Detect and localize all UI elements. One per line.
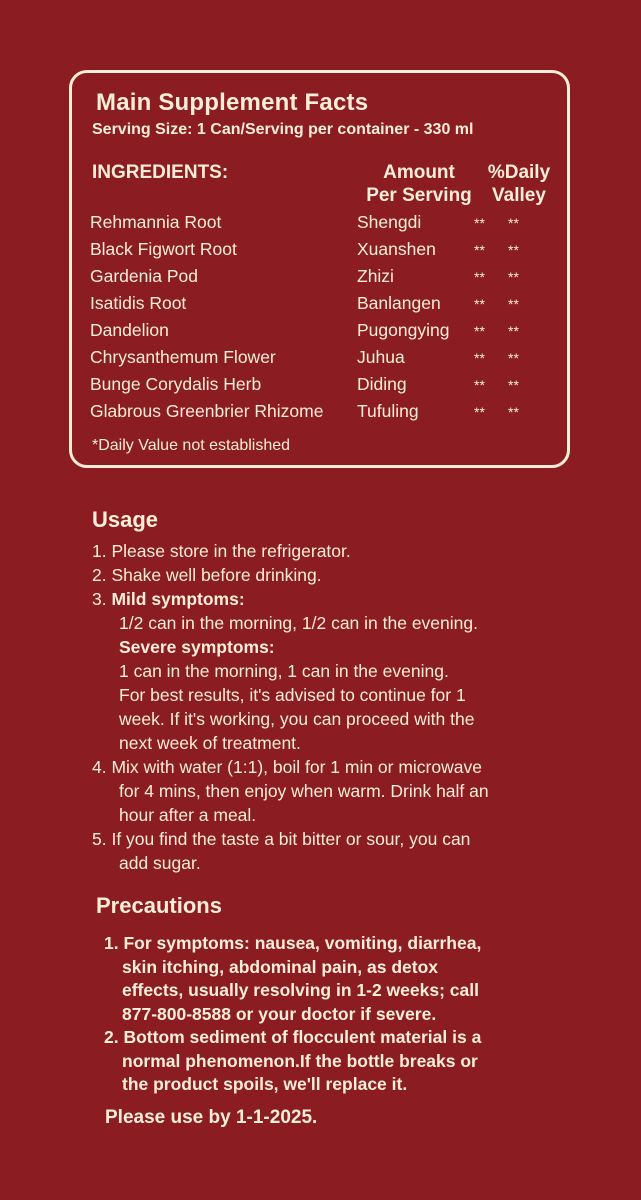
ingredient-name: Chrysanthemum Flower bbox=[90, 347, 276, 367]
ingredient-name: Dandelion bbox=[90, 320, 169, 340]
amount-header-line1: Amount bbox=[383, 162, 455, 183]
daily-value-footnote: *Daily Value not established bbox=[92, 437, 291, 454]
ingredient-rows bbox=[90, 212, 560, 428]
ingredient-dv: ** bbox=[508, 269, 519, 285]
precaution-1-line-1: 1. For symptoms: nausea, vomiting, diarrhea, bbox=[104, 933, 482, 953]
severe-symptoms-label: Severe symptoms: bbox=[119, 637, 275, 657]
usage-item-2: 2. Shake well before drinking. bbox=[92, 565, 322, 585]
precaution-1-line-4: 877-800-8588 or your doctor if severe. bbox=[122, 1003, 437, 1024]
precaution-1-line-2: skin itching, abdominal pain, as detox bbox=[122, 956, 439, 977]
ingredient-row bbox=[90, 347, 560, 374]
usage-item-5-line-2: add sugar. bbox=[119, 853, 201, 873]
supplement-facts-panel bbox=[69, 70, 570, 468]
usage-item-1: 1. Please store in the refrigerator. bbox=[92, 541, 351, 561]
ingredient-row bbox=[90, 401, 560, 428]
ingredient-dv: ** bbox=[508, 323, 519, 339]
ingredient-amount: Pugongying bbox=[357, 320, 450, 340]
ingredients-header: INGREDIENTS: bbox=[92, 162, 229, 183]
ingredient-dv: ** bbox=[474, 296, 485, 312]
ingredient-dv: ** bbox=[508, 350, 519, 366]
daily-value-header bbox=[486, 161, 552, 207]
ingredient-dv: ** bbox=[474, 377, 485, 393]
ingredient-name: Gardenia Pod bbox=[90, 266, 198, 286]
ingredient-amount: Xuanshen bbox=[357, 239, 436, 259]
ingredient-amount: Tufuling bbox=[357, 401, 419, 421]
usage-item-5-line-1: 5. If you find the taste a bit bitter or sour, you can bbox=[92, 829, 471, 849]
ingredient-row bbox=[90, 293, 560, 320]
facts-title: Main Supplement Facts bbox=[96, 89, 369, 116]
ingredient-dv: ** bbox=[508, 215, 519, 231]
mild-symptoms-text: 1/2 can in the morning, 1/2 can in the evening. bbox=[119, 613, 478, 633]
precautions-list bbox=[104, 932, 624, 1097]
ingredient-amount: Zhizi bbox=[357, 266, 394, 286]
mild-symptoms-label: Mild symptoms: bbox=[111, 589, 245, 609]
ingredient-dv: ** bbox=[474, 404, 485, 420]
ingredient-dv: ** bbox=[474, 350, 485, 366]
usage-item-4-line-3: hour after a meal. bbox=[119, 805, 257, 825]
ingredient-dv: ** bbox=[474, 323, 485, 339]
ingredient-amount: Banlangen bbox=[357, 293, 441, 313]
ingredient-row bbox=[90, 320, 560, 347]
usage-title: Usage bbox=[92, 507, 159, 532]
serving-size: Serving Size: 1 Can/Serving per container - 330 ml bbox=[92, 121, 474, 138]
precautions-title: Precautions bbox=[96, 893, 222, 918]
ingredient-dv: ** bbox=[508, 296, 519, 312]
ingredient-dv: ** bbox=[474, 269, 485, 285]
precaution-2-line-1: 2. Bottom sediment of flocculent material is a bbox=[104, 1027, 482, 1047]
precaution-2-line-3: the product spoils, we'll replace it. bbox=[122, 1074, 408, 1094]
ingredient-name: Glabrous Greenbrier Rhizome bbox=[90, 401, 324, 421]
ingredient-amount: Juhua bbox=[357, 347, 405, 367]
ingredient-row bbox=[90, 374, 560, 401]
usage-item-3 bbox=[92, 587, 622, 611]
ingredient-dv: ** bbox=[508, 377, 519, 393]
ingredient-row bbox=[90, 266, 560, 293]
ingredient-row bbox=[90, 239, 560, 266]
usage-item-3-number: 3. bbox=[92, 589, 112, 609]
amount-header-line2: Per Serving bbox=[366, 185, 472, 206]
daily-value-header-line1: %Daily bbox=[487, 162, 551, 183]
precaution-2-line-2: normal phenomenon.If the bottle breaks or bbox=[122, 1050, 478, 1071]
precaution-1-line-3: effects, usually resolving in 1-2 weeks; call bbox=[122, 980, 479, 1000]
ingredient-amount: Diding bbox=[357, 374, 407, 394]
ingredient-row bbox=[90, 212, 560, 239]
best-results-line-2: week. If it's working, you can proceed with the bbox=[119, 709, 475, 729]
severe-symptoms-text: 1 can in the morning, 1 can in the evening. bbox=[119, 661, 449, 681]
ingredient-name: Isatidis Root bbox=[90, 293, 187, 313]
ingredient-name: Bunge Corydalis Herb bbox=[90, 374, 262, 394]
ingredient-name: Black Figwort Root bbox=[90, 239, 237, 259]
ingredient-amount: Shengdi bbox=[357, 212, 422, 232]
usage-item-4-line-1: 4. Mix with water (1:1), boil for 1 min or microwave bbox=[92, 757, 482, 777]
best-results-line-3: next week of treatment. bbox=[119, 733, 301, 753]
ingredient-name: Rehmannia Root bbox=[90, 212, 222, 232]
ingredient-dv: ** bbox=[508, 404, 519, 420]
usage-item-4-line-2: for 4 mins, then enjoy when warm. Drink half an bbox=[119, 781, 489, 801]
daily-value-header-line2: Valley bbox=[492, 185, 546, 206]
usage-instructions bbox=[92, 539, 622, 875]
best-results-line-1: For best results, it's advised to continue for 1 bbox=[119, 685, 466, 705]
use-by-date: Please use by 1-1-2025. bbox=[105, 1107, 318, 1128]
amount-header bbox=[360, 161, 478, 207]
ingredient-dv: ** bbox=[474, 242, 485, 258]
ingredient-dv: ** bbox=[508, 242, 519, 258]
ingredient-dv: ** bbox=[474, 215, 485, 231]
